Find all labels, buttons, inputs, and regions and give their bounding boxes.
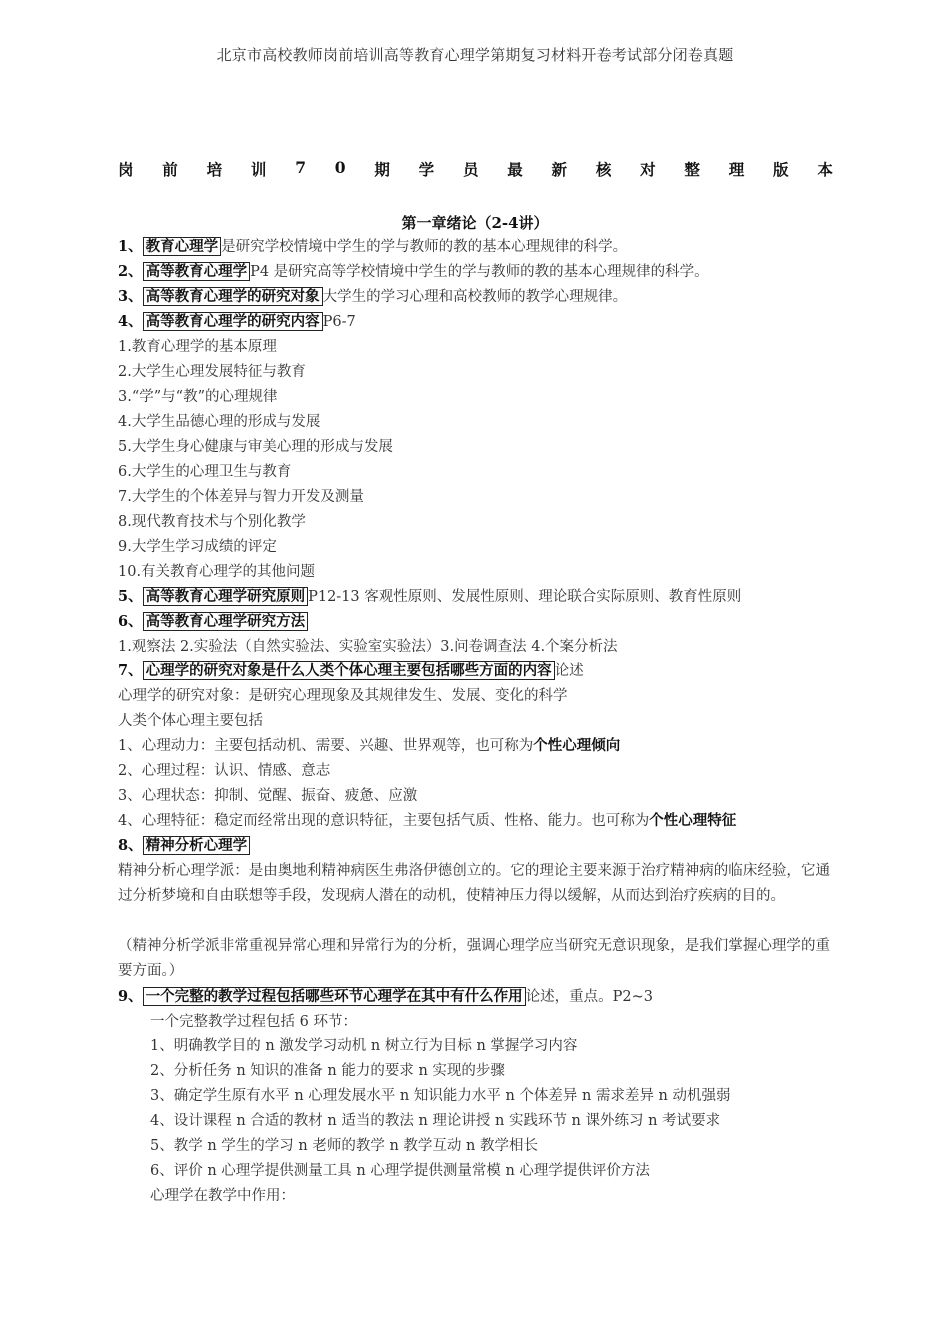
question-text: 论述，重点。P2~3 bbox=[525, 989, 653, 1005]
question-text: 论述 bbox=[554, 663, 584, 679]
role-heading: 心理学在教学中作用： bbox=[150, 1188, 295, 1204]
boxed-term: 高等教育心理学的研究对象 bbox=[143, 287, 323, 306]
version-char: 理 bbox=[728, 160, 745, 179]
question-text: 是研究学校情境中学生的学与教师的教的基本心理规律的科学。 bbox=[221, 239, 628, 255]
question-number: 5、 bbox=[118, 588, 143, 605]
version-char: 训 bbox=[250, 160, 267, 179]
version-char: 培 bbox=[206, 160, 223, 179]
version-char: 新 bbox=[551, 160, 568, 179]
answer-item bbox=[118, 811, 736, 831]
question-number: 6、 bbox=[118, 613, 143, 630]
boxed-term: 一个完整的教学过程包括哪些环节心理学在其中有什么作用 bbox=[143, 987, 526, 1006]
step-item: 5、教学 n 学生的学习 n 老师的教学 n 教学互动 n 教学相长 bbox=[150, 1138, 538, 1154]
version-char: 对 bbox=[640, 160, 656, 179]
list-item: 6.大学生的心理卫生与教育 bbox=[118, 464, 292, 480]
question-9 bbox=[118, 987, 653, 1007]
boxed-term: 心理学的研究对象是什么人类个体心理主要包括哪些方面的内容 bbox=[143, 661, 555, 680]
list-item: 7.大学生的个体差异与智力开发及测量 bbox=[118, 489, 364, 505]
version-char: 7 bbox=[295, 158, 306, 177]
answer-item: 3、心理状态：抑制、觉醒、振奋、疲惫、应激 bbox=[118, 788, 418, 804]
boxed-term: 教育心理学 bbox=[143, 237, 222, 256]
question-7 bbox=[118, 661, 584, 681]
question-text: P6-7 bbox=[322, 314, 356, 330]
question-number: 1、 bbox=[118, 238, 143, 255]
list-item: 3.“学”与“教”的心理规律 bbox=[118, 389, 278, 405]
step-item: 1、明确教学目的 n 激发学习动机 n 树立行为目标 n 掌握学习内容 bbox=[150, 1038, 578, 1054]
boxed-term: 高等教育心理学 bbox=[143, 262, 251, 281]
question-number: 2、 bbox=[118, 263, 143, 280]
version-char: 核 bbox=[595, 160, 612, 179]
boxed-term: 精神分析心理学 bbox=[143, 836, 251, 855]
step-item: 4、设计课程 n 合适的教材 n 适当的教法 n 理论讲授 n 实践环节 n 课外练习 n 考试要求 bbox=[150, 1113, 721, 1129]
answer-item: 2、心理过程：认识、情感、意志 bbox=[118, 763, 331, 779]
steps-intro: 一个完整教学过程包括 6 环节： bbox=[150, 1014, 357, 1030]
list-item: 1.教育心理学的基本原理 bbox=[118, 339, 277, 355]
question-1 bbox=[118, 237, 627, 257]
version-char: 岗 bbox=[118, 160, 134, 179]
methods-text: 1.观察法 2.实验法（自然实验法、实验室实验法）3.问卷调查法 4.个案分析法 bbox=[118, 639, 618, 655]
boxed-term: 高等教育心理学研究原则 bbox=[143, 587, 309, 606]
question-number: 9、 bbox=[118, 988, 143, 1005]
question-5 bbox=[118, 587, 741, 607]
question-text: 大学生的学习心理和高校教师的教学心理规律。 bbox=[322, 289, 628, 305]
boxed-term: 高等教育心理学研究方法 bbox=[143, 612, 309, 631]
list-item: 9.大学生学习成绩的评定 bbox=[118, 539, 277, 555]
answer-text: 4、心理特征：稳定而经常出现的意识特征，主要包括气质、性格、能力。也可称为 bbox=[118, 813, 650, 829]
question-number: 4、 bbox=[118, 313, 143, 330]
question-8 bbox=[118, 836, 250, 856]
question-3 bbox=[118, 287, 627, 307]
paragraph: 精神分析心理学派：是由奥地利精神病医生弗洛伊德创立的。它的理论主要来源于治疗精神病的临床经验，它通过分析梦境和自由联想等手段，发现病人潜在的动机，使精神压力得以缓解，从而达到治疗疾病的目的。 bbox=[118, 863, 830, 904]
list-item: 10.有关教育心理学的其他问题 bbox=[118, 564, 316, 580]
answer-item bbox=[118, 736, 620, 756]
list-item: 2.大学生心理发展特征与教育 bbox=[118, 364, 306, 380]
list-item: 5.大学生身心健康与审美心理的形成与发展 bbox=[118, 439, 393, 455]
boxed-term: 高等教育心理学的研究内容 bbox=[143, 312, 323, 331]
version-char: 版 bbox=[773, 160, 789, 179]
answer-line: 人类个体心理主要包括 bbox=[118, 713, 263, 729]
question-text: P4 是研究高等学校情境中学生的学与教师的教的基本心理规律的科学。 bbox=[250, 264, 709, 280]
answer-line: 心理学的研究对象：是研究心理现象及其规律发生、发展、变化的科学 bbox=[118, 688, 568, 704]
question-text: P12-13 客观性原则、发展性原则、理论联合实际原则、教育性原则 bbox=[308, 589, 742, 605]
version-char: 整 bbox=[684, 160, 700, 179]
step-item: 6、评价 n 心理学提供测量工具 n 心理学提供测量常模 n 心理学提供评价方法 bbox=[150, 1163, 650, 1179]
version-char: 本 bbox=[817, 160, 833, 179]
answer-text: 1、心理动力：主要包括动机、需要、兴趣、世界观等，也可称为 bbox=[118, 738, 534, 754]
list-item: 4.大学生品德心理的形成与发展 bbox=[118, 414, 321, 430]
version-char: 前 bbox=[162, 160, 178, 179]
version-char: 员 bbox=[462, 160, 479, 179]
list-item: 8.现代教育技术与个别化教学 bbox=[118, 514, 306, 530]
version-title bbox=[118, 158, 833, 180]
chapter-title: 第一章绪论（2-4讲） bbox=[401, 214, 549, 232]
step-item: 2、分析任务 n 知识的准备 n 能力的要求 n 实现的步骤 bbox=[150, 1063, 505, 1079]
question-2 bbox=[118, 262, 709, 282]
question-6 bbox=[118, 612, 308, 632]
question-number: 8、 bbox=[118, 837, 143, 854]
version-char: 学 bbox=[418, 160, 435, 179]
question-number: 7、 bbox=[118, 662, 143, 679]
version-char: 期 bbox=[374, 160, 390, 179]
page-header: 北京市高校教师岗前培训高等教育心理学第期复习材料开卷考试部分闭卷真题 bbox=[216, 46, 734, 64]
version-char: 0 bbox=[334, 158, 346, 177]
version-char: 最 bbox=[507, 160, 523, 179]
step-item: 3、确定学生原有水平 n 心理发展水平 n 知识能力水平 n 个体差异 n 需求差异 n 动机强弱 bbox=[150, 1088, 731, 1104]
question-4 bbox=[118, 312, 356, 332]
question-number: 3、 bbox=[118, 288, 143, 305]
paragraph-note: （精神分析学派非常重视异常心理和异常行为的分析，强调心理学应当研究无意识现象，是我们掌握心理学的重要方面。） bbox=[118, 938, 830, 979]
bold-term: 个性心理特征 bbox=[649, 812, 737, 829]
bold-term: 个性心理倾向 bbox=[533, 737, 621, 754]
